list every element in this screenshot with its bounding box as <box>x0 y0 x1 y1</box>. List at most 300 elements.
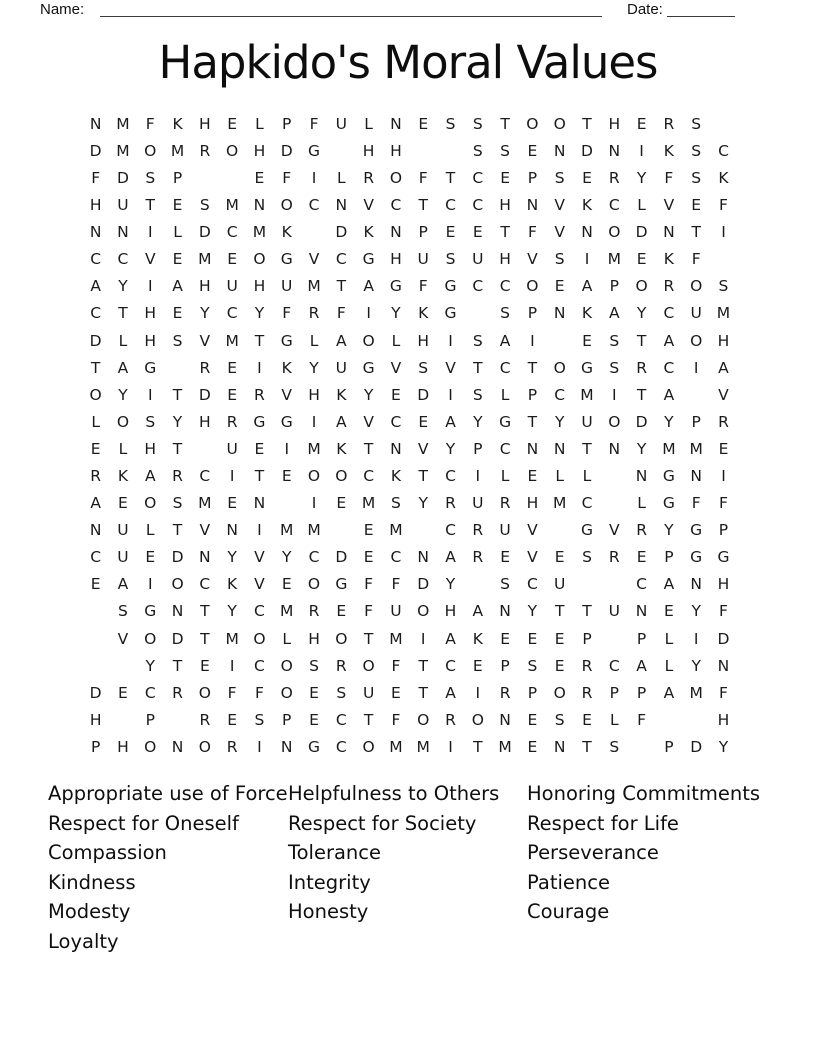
grid-cell: C <box>335 737 347 756</box>
grid-cell: M <box>716 304 731 323</box>
grid-cell: V <box>527 250 538 269</box>
grid-cell <box>273 490 300 517</box>
grid-cell: I <box>257 358 262 377</box>
word-list-item: Respect for Oneself <box>48 811 239 835</box>
grid-cell: F <box>282 168 292 187</box>
grid-cell: U <box>581 412 593 431</box>
grid-cell: V <box>199 521 211 540</box>
grid-cell: S <box>554 710 565 729</box>
grid-cell: E <box>636 250 647 269</box>
grid-cell <box>328 138 355 165</box>
grid-cell: N <box>499 710 511 729</box>
grid-cell: S <box>527 656 538 675</box>
grid-cell: T <box>500 114 510 133</box>
grid-cell: N <box>553 737 566 756</box>
grid-cell: M <box>389 521 403 540</box>
grid-cell <box>464 301 491 328</box>
grid-cell: O <box>253 629 266 648</box>
grid-cell: M <box>307 521 321 540</box>
grid-cell: G <box>253 412 266 431</box>
grid-cell: C <box>472 168 484 187</box>
grid-cell: H <box>89 710 102 729</box>
grid-cell: P <box>527 304 538 323</box>
grid-cell: E <box>663 602 674 621</box>
grid-cell: T <box>418 683 428 702</box>
word-list-item: Respect for Society <box>288 811 477 835</box>
grid-cell: S <box>609 737 620 756</box>
grid-cell: P <box>527 168 538 187</box>
grid-cell: T <box>418 196 428 215</box>
grid-cell: O <box>171 575 184 594</box>
grid-cell: C <box>554 385 566 404</box>
grid-cell: A <box>445 629 456 648</box>
grid-cell: E <box>309 710 319 729</box>
grid-cell: D <box>198 223 211 242</box>
grid-cell: U <box>390 602 402 621</box>
name-underline <box>100 16 602 17</box>
grid-cell: F <box>254 683 264 702</box>
grid-cell <box>710 111 737 138</box>
grid-cell: S <box>691 168 702 187</box>
grid-cell: I <box>448 331 453 350</box>
grid-cell: E <box>472 223 483 242</box>
grid-cell: E <box>527 737 538 756</box>
grid-cell: P <box>691 412 701 431</box>
grid-cell: D <box>89 331 102 350</box>
grid-cell: C <box>663 358 675 377</box>
grid-cell: I <box>229 656 235 675</box>
grid-cell: D <box>335 223 348 242</box>
grid-cell: N <box>499 602 511 621</box>
grid-cell: U <box>608 602 620 621</box>
grid-cell: R <box>172 467 183 486</box>
grid-cell: Y <box>363 385 374 404</box>
grid-cell: E <box>391 683 401 702</box>
grid-cell: V <box>363 412 374 431</box>
grid-cell: C <box>663 304 675 323</box>
grid-cell: U <box>499 521 511 540</box>
grid-cell: V <box>608 521 620 540</box>
grid-cell: U <box>226 277 238 296</box>
grid-cell: V <box>254 575 265 594</box>
grid-cell: D <box>89 683 102 702</box>
grid-cell <box>164 355 191 382</box>
grid-cell: I <box>475 683 481 702</box>
grid-cell: D <box>417 385 430 404</box>
grid-cell: E <box>554 548 565 567</box>
grid-cell: M <box>170 141 185 160</box>
grid-cell: H <box>199 412 211 431</box>
grid-cell: A <box>499 331 511 350</box>
grid-cell: R <box>199 141 211 160</box>
grid-cell: S <box>145 412 156 431</box>
grid-cell: U <box>226 439 238 458</box>
grid-cell: I <box>311 412 317 431</box>
grid-cell: A <box>663 331 675 350</box>
grid-cell: C <box>226 223 238 242</box>
grid-cell: G <box>144 602 157 621</box>
grid-cell: T <box>636 385 647 404</box>
grid-cell: D <box>690 737 703 756</box>
grid-cell: K <box>472 629 483 648</box>
grid-cell: S <box>199 196 210 215</box>
grid-cell: G <box>362 358 375 377</box>
grid-cell: R <box>445 494 456 513</box>
grid-cell: E <box>500 548 510 567</box>
grid-cell: V <box>527 548 538 567</box>
word-search-grid <box>82 111 737 761</box>
grid-cell <box>437 138 464 165</box>
word-list-column-3 <box>527 779 760 927</box>
grid-cell: E <box>336 494 347 513</box>
grid-cell: K <box>363 223 374 242</box>
grid-cell: O <box>307 575 321 594</box>
grid-cell: L <box>500 467 510 486</box>
grid-cell: M <box>689 439 703 458</box>
grid-cell: H <box>390 250 402 269</box>
grid-cell: P <box>282 710 292 729</box>
grid-cell: R <box>308 304 320 323</box>
grid-cell: C <box>335 250 347 269</box>
grid-cell: E <box>500 168 510 187</box>
grid-cell: O <box>253 250 266 269</box>
word-list-item: Kindness <box>48 870 136 894</box>
grid-cell: C <box>608 656 620 675</box>
grid-cell: E <box>227 358 238 377</box>
grid-cell: C <box>445 196 456 215</box>
grid-cell: D <box>635 412 648 431</box>
grid-cell: L <box>609 710 619 729</box>
grid-cell: R <box>226 737 238 756</box>
grid-cell: R <box>472 521 484 540</box>
grid-cell: H <box>717 575 730 594</box>
grid-cell: L <box>118 331 128 350</box>
grid-cell: O <box>280 196 293 215</box>
grid-cell: R <box>663 114 675 133</box>
grid-cell: E <box>527 629 538 648</box>
grid-cell: C <box>718 141 729 160</box>
grid-cell: F <box>364 602 374 621</box>
grid-cell: N <box>117 223 129 242</box>
grid-cell: E <box>527 141 538 160</box>
grid-cell: L <box>664 656 674 675</box>
grid-cell: H <box>499 250 511 269</box>
grid-cell: T <box>691 223 701 242</box>
grid-cell: F <box>391 575 401 594</box>
grid-cell: L <box>282 629 292 648</box>
grid-cell: H <box>308 385 320 404</box>
grid-cell: O <box>635 277 648 296</box>
grid-cell: I <box>257 521 262 540</box>
grid-cell: A <box>336 412 347 431</box>
grid-cell: P <box>636 683 647 702</box>
grid-cell <box>710 246 737 273</box>
grid-cell: E <box>363 548 374 567</box>
grid-cell: T <box>172 656 183 675</box>
grid-cell: O <box>553 358 566 377</box>
grid-cell: C <box>472 277 484 296</box>
grid-cell <box>109 653 136 680</box>
grid-cell: V <box>254 548 265 567</box>
grid-cell: O <box>89 385 102 404</box>
grid-cell: O <box>335 629 348 648</box>
grid-cell: C <box>117 250 129 269</box>
grid-cell: E <box>472 656 483 675</box>
grid-cell: M <box>225 196 239 215</box>
grid-cell: O <box>362 331 375 350</box>
grid-cell: G <box>308 737 321 756</box>
grid-cell: U <box>117 548 129 567</box>
grid-cell: F <box>719 494 728 513</box>
grid-cell: S <box>718 277 729 296</box>
grid-cell: F <box>719 196 728 215</box>
grid-cell: K <box>718 168 729 187</box>
grid-cell: N <box>171 602 184 621</box>
grid-cell: D <box>335 548 348 567</box>
grid-cell: R <box>499 683 511 702</box>
grid-cell: F <box>719 683 728 702</box>
grid-cell: S <box>445 114 456 133</box>
grid-cell: A <box>608 304 620 323</box>
grid-cell <box>410 517 437 544</box>
grid-cell: O <box>198 737 211 756</box>
grid-cell: E <box>199 656 210 675</box>
word-list-item: Modesty <box>48 900 131 924</box>
grid-cell: S <box>609 358 620 377</box>
grid-cell: G <box>499 412 512 431</box>
grid-cell: E <box>691 196 702 215</box>
grid-cell: N <box>553 141 566 160</box>
grid-cell: Y <box>309 358 319 377</box>
grid-cell: T <box>118 304 128 323</box>
grid-cell: G <box>144 358 157 377</box>
grid-cell: A <box>718 358 729 377</box>
grid-cell: P <box>473 439 483 458</box>
grid-cell: S <box>582 548 592 567</box>
grid-cell: F <box>664 168 674 187</box>
grid-cell: K <box>581 196 593 215</box>
grid-cell: M <box>198 494 212 513</box>
grid-cell: S <box>609 331 620 350</box>
grid-cell: A <box>472 602 484 621</box>
grid-cell: E <box>172 196 183 215</box>
grid-cell: Y <box>664 521 674 540</box>
grid-cell: R <box>718 412 729 431</box>
grid-cell: K <box>281 358 292 377</box>
name-label: Name: <box>40 1 85 18</box>
grid-cell: S <box>554 168 565 187</box>
grid-cell: G <box>662 494 675 513</box>
grid-cell: L <box>91 412 100 431</box>
grid-cell: M <box>580 385 594 404</box>
grid-cell <box>328 517 355 544</box>
grid-cell: P <box>418 223 428 242</box>
grid-cell: Y <box>200 304 210 323</box>
grid-cell: T <box>172 385 183 404</box>
grid-cell: C <box>581 494 593 513</box>
grid-cell: T <box>582 439 592 458</box>
grid-cell: P <box>172 168 183 187</box>
grid-cell: D <box>198 385 211 404</box>
grid-cell: N <box>417 548 430 567</box>
grid-cell: Y <box>718 737 729 756</box>
grid-cell: H <box>308 629 320 648</box>
grid-cell: P <box>527 683 538 702</box>
grid-cell: O <box>280 656 293 675</box>
grid-cell: R <box>608 548 620 567</box>
grid-cell: V <box>308 250 320 269</box>
grid-cell: H <box>390 141 402 160</box>
grid-cell: A <box>445 548 456 567</box>
grid-cell: E <box>418 114 429 133</box>
grid-cell: N <box>663 223 675 242</box>
word-list-item: Appropriate use of Force <box>48 782 288 805</box>
grid-cell: M <box>689 683 703 702</box>
grid-cell: O <box>144 141 157 160</box>
word-list-item: Honoring Commitments <box>527 782 761 805</box>
grid-cell: Y <box>527 602 538 621</box>
grid-cell: P <box>90 737 101 756</box>
grid-cell: I <box>147 277 153 296</box>
grid-cell: T <box>363 439 374 458</box>
grid-cell: N <box>390 114 402 133</box>
grid-cell: T <box>172 521 183 540</box>
grid-cell: P <box>145 710 155 729</box>
grid-cell: F <box>418 168 428 187</box>
grid-cell: L <box>364 114 373 133</box>
grid-cell: K <box>227 575 238 594</box>
grid-cell: G <box>662 467 675 486</box>
grid-cell: Y <box>636 439 647 458</box>
grid-cell: T <box>363 710 374 729</box>
grid-cell: S <box>691 141 702 160</box>
grid-cell: L <box>664 629 674 648</box>
grid-cell: P <box>582 629 592 648</box>
grid-cell: G <box>580 358 593 377</box>
grid-cell <box>82 599 109 626</box>
grid-cell: A <box>663 683 675 702</box>
grid-cell: T <box>554 602 565 621</box>
grid-cell: G <box>362 250 375 269</box>
grid-cell: O <box>198 683 211 702</box>
grid-cell: C <box>199 575 211 594</box>
grid-cell: U <box>117 196 129 215</box>
word-list-item: Courage <box>527 900 610 924</box>
grid-cell: E <box>281 575 292 594</box>
grid-cell: D <box>116 168 129 187</box>
grid-cell: D <box>717 629 730 648</box>
grid-cell: N <box>717 656 730 675</box>
grid-cell: S <box>118 602 128 621</box>
grid-cell: D <box>171 629 184 648</box>
grid-cell: M <box>280 602 294 621</box>
grid-cell: U <box>472 250 484 269</box>
grid-cell: E <box>554 656 565 675</box>
grid-cell: O <box>553 683 566 702</box>
grid-cell: C <box>445 521 456 540</box>
grid-cell: T <box>500 223 510 242</box>
grid-cell: C <box>445 467 456 486</box>
grid-cell: C <box>199 467 211 486</box>
grid-cell: Y <box>281 548 292 567</box>
grid-cell: G <box>280 250 293 269</box>
grid-cell: A <box>336 331 347 350</box>
grid-cell: G <box>389 277 402 296</box>
grid-cell: R <box>608 168 620 187</box>
grid-cell: P <box>609 277 619 296</box>
grid-cell: U <box>690 304 702 323</box>
grid-cell: T <box>473 737 483 756</box>
grid-cell: C <box>499 358 511 377</box>
grid-cell: E <box>281 467 292 486</box>
grid-cell: T <box>582 737 592 756</box>
grid-cell: U <box>362 683 375 702</box>
grid-cell <box>683 382 710 409</box>
grid-cell: O <box>335 467 348 486</box>
grid-cell: E <box>582 331 592 350</box>
grid-cell: I <box>420 629 426 648</box>
grid-cell: I <box>284 439 290 458</box>
grid-cell: E <box>227 250 238 269</box>
grid-cell: R <box>663 277 675 296</box>
grid-cell: E <box>445 223 456 242</box>
grid-cell: N <box>89 223 102 242</box>
grid-cell: N <box>280 737 293 756</box>
word-list-item: Compassion <box>48 841 167 865</box>
grid-cell: K <box>663 250 674 269</box>
grid-cell: I <box>147 385 153 404</box>
grid-cell: E <box>90 575 101 594</box>
grid-cell: N <box>635 602 648 621</box>
grid-cell: P <box>500 656 510 675</box>
grid-cell: T <box>473 358 483 377</box>
grid-cell: F <box>364 575 374 594</box>
grid-cell <box>410 138 437 165</box>
grid-cell: N <box>690 575 702 594</box>
grid-cell <box>191 165 218 192</box>
grid-cell <box>601 626 628 653</box>
grid-cell: M <box>280 521 294 540</box>
grid-cell: S <box>554 250 565 269</box>
grid-cell: N <box>526 196 539 215</box>
grid-cell <box>601 572 628 599</box>
word-list-item: Helpfulness to Others <box>288 782 500 805</box>
grid-cell: N <box>253 494 266 513</box>
grid-cell: A <box>636 656 647 675</box>
grid-cell: O <box>280 683 293 702</box>
grid-cell: M <box>116 141 130 160</box>
grid-cell: P <box>718 521 729 540</box>
grid-cell: Y <box>418 494 428 513</box>
grid-cell: D <box>89 141 102 160</box>
grid-cell: N <box>171 737 184 756</box>
grid-cell: C <box>390 548 402 567</box>
grid-cell: L <box>118 439 128 458</box>
grid-cell: M <box>307 439 321 458</box>
grid-cell: Y <box>691 602 701 621</box>
grid-cell: K <box>281 223 292 242</box>
grid-cell: M <box>389 629 403 648</box>
grid-cell: T <box>336 277 347 296</box>
grid-cell <box>109 707 136 734</box>
grid-cell <box>601 490 628 517</box>
grid-cell: O <box>307 467 321 486</box>
grid-cell: S <box>309 656 319 675</box>
grid-cell: T <box>200 602 210 621</box>
grid-cell: H <box>253 141 266 160</box>
grid-cell: T <box>418 656 428 675</box>
grid-cell: O <box>226 141 239 160</box>
